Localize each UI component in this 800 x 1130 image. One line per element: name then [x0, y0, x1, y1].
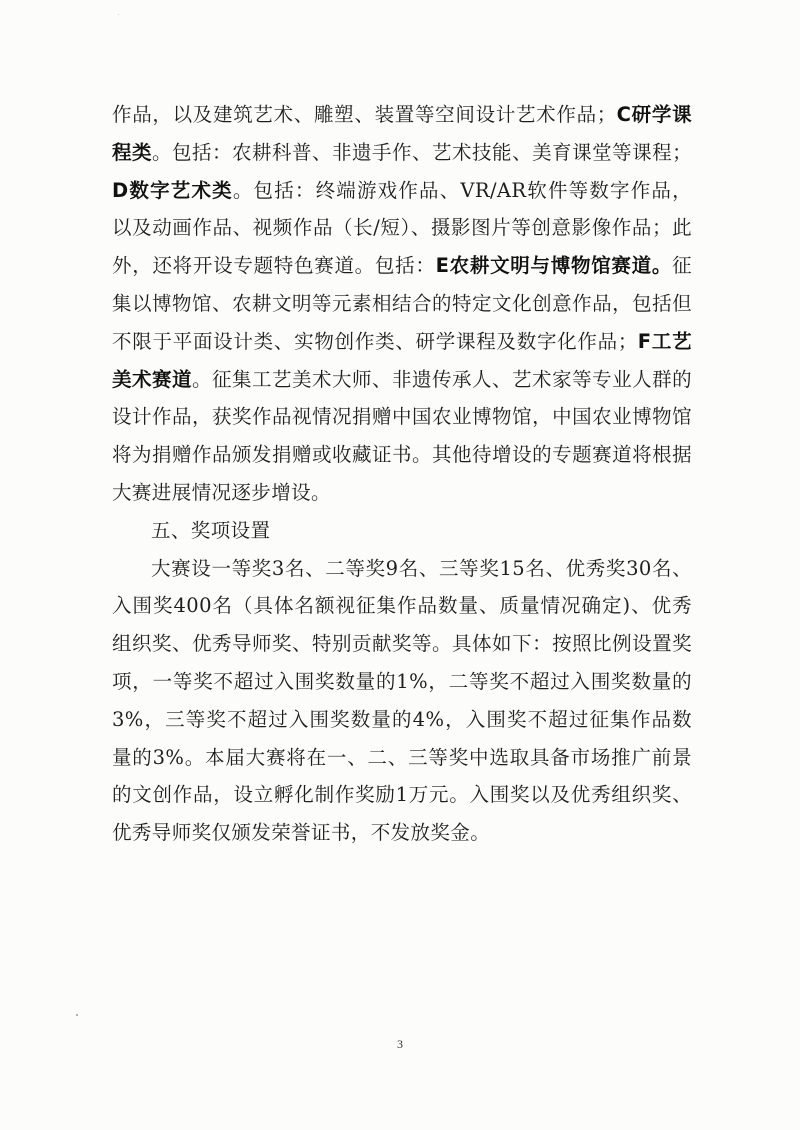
paragraph-categories — [112, 96, 692, 512]
category-c-label: C研学课程类 — [112, 103, 692, 164]
text-run: 。包括：农耕科普、非遗手作、艺术技能、美育课堂等课程； — [152, 140, 692, 164]
scan-speck — [118, 14, 119, 15]
track-e-label: E农耕文明与博物馆赛道。 — [435, 254, 673, 278]
text-run: 。包括：终端游戏作品、VR/AR软件等数字作品，以及动画作品、视频作品（长/短）、摄影图片等创意影像作品；此外，还将开设专题特色赛道。包括： — [112, 178, 693, 278]
paragraph-awards: 大赛设一等奖3名、二等奖9名、三等奖15名、优秀奖30名、入围奖400名（具体名额视征集作品数量、质量情况确定)、优秀组织奖、优秀导师奖、特别贡献奖等。具体如下：按照比例设置奖项，一等奖不超过入围奖数量的1%，二等奖不超过入围奖数量的3%，三等奖不超过入围奖数量的4%，入围奖不超过征集作品数量的3%。本届大赛将在一、二、三等奖中选取具备市场推广前景的文创作品，设立孵化制作奖励1万元。入围奖以及优秀组织奖、优秀导师奖仅颁发荣誉证书，不发放奖金。 — [112, 556, 692, 845]
text-run: 征集以博物馆、农耕文明等元素相结合的特定文化创意作品，包括但不限于平面设计类、实物创作类、研学课程及数字化作品； — [112, 254, 693, 353]
section-heading-awards: 五、奖项设置 — [151, 518, 271, 542]
category-d-label: D数字艺术类 — [112, 178, 233, 202]
text-run: 作品，以及建筑艺术、雕塑、装置等空间设计艺术作品； — [112, 103, 617, 126]
scan-speck — [76, 1014, 78, 1016]
page-number: 3 — [397, 1037, 403, 1051]
document-body — [112, 96, 692, 852]
text-run: 。征集工艺美术大师、非遗传承人、艺术家等专业人群的设计作品，获奖作品视情况捐赠中国农业博物馆，中国农业博物馆将为捐赠作品颁发捐赠或收藏证书。其他待增设的专题赛道将根据大赛进展情况逐步增设。 — [112, 367, 692, 504]
track-f-label: F工艺美术赛道 — [112, 329, 692, 391]
